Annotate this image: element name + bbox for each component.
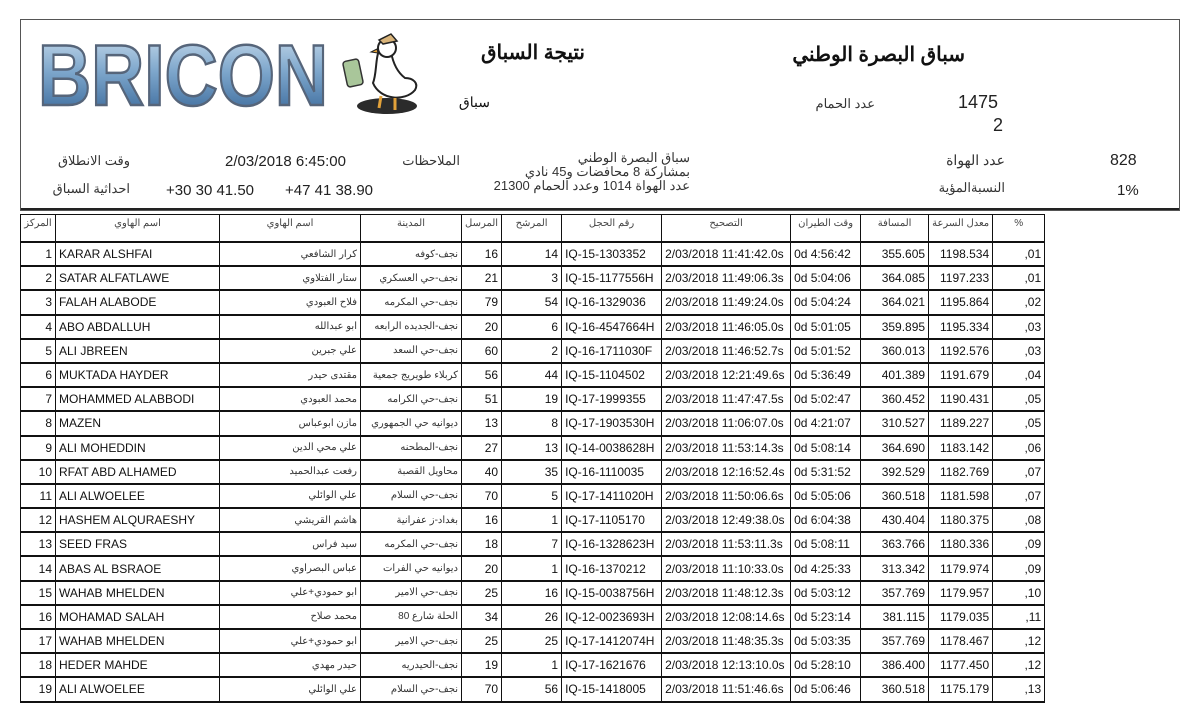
- pigeon-mascot-icon: [335, 28, 425, 116]
- cell-ring-number: IQ-17-1412074H: [562, 629, 662, 653]
- cell-percent: ,01: [993, 242, 1045, 266]
- cell-fancier-name-ar: مقتدى حيدر: [220, 363, 361, 387]
- cell-fancier-name-en: ALI ALWOELEE: [56, 677, 220, 701]
- cell-fancier-name-en: MAZEN: [56, 411, 220, 435]
- cell-flight-time: 0d 4:21:07: [791, 411, 861, 435]
- percentage-label: النسبةالمؤية: [938, 180, 1005, 195]
- cell-percent: ,05: [993, 411, 1045, 435]
- cell-ring-number: IQ-15-1104502: [562, 363, 662, 387]
- table-row: [21, 339, 1045, 363]
- cell-ring-number: IQ-17-1903530H: [562, 411, 662, 435]
- cell-nominated: 35: [502, 460, 562, 484]
- cell-speed: 1181.598: [929, 484, 993, 508]
- cell-fancier-name-en: KARAR ALSHFAI: [56, 242, 220, 266]
- cell-clock-time: 2/03/2018 11:48:12.3s: [662, 581, 791, 605]
- cell-fancier-name-en: ALI ALWOELEE: [56, 484, 220, 508]
- cell-flight-time: 0d 5:36:49: [791, 363, 861, 387]
- cell-flight-time: 0d 5:01:05: [791, 315, 861, 339]
- cell-fancier-name-en: MOHAMAD SALAH: [56, 605, 220, 629]
- cell-flight-time: 0d 5:03:35: [791, 629, 861, 653]
- cell-city: نجف-الجديده الرابعه: [361, 315, 462, 339]
- table-row: [21, 629, 1045, 653]
- start-time-label: وقت الانطلاق: [57, 153, 130, 168]
- cell-ring-number: IQ-16-4547664H: [562, 315, 662, 339]
- cell-clock-time: 2/03/2018 12:21:49.6s: [662, 363, 791, 387]
- race-coordinates-label: احداثية السباق: [52, 181, 130, 196]
- cell-clock-time: 2/03/2018 11:10:33.0s: [662, 556, 791, 580]
- table-row: [21, 484, 1045, 508]
- cell-speed: 1180.375: [929, 508, 993, 532]
- cell-speed: 1179.957: [929, 581, 993, 605]
- cell-percent: ,08: [993, 508, 1045, 532]
- cell-fancier-name-en: WAHAB MHELDEN: [56, 629, 220, 653]
- table-row: [21, 266, 1045, 290]
- col-nominated: المرشح: [502, 215, 562, 243]
- col-fancier-name-en: اسم الهاوي: [56, 215, 220, 243]
- cell-distance: 360.518: [861, 677, 929, 701]
- cell-clock-time: 2/03/2018 11:41:42.0s: [662, 242, 791, 266]
- cell-fancier-name-ar: رفعت عبدالحميد: [220, 460, 361, 484]
- cell-percent: ,04: [993, 363, 1045, 387]
- description-line: سباق البصرة الوطني: [577, 150, 690, 165]
- cell-nominated: 1: [502, 653, 562, 677]
- cell-distance: 360.452: [861, 387, 929, 411]
- cell-ring-number: IQ-15-1418005: [562, 677, 662, 701]
- cell-sent: 51: [462, 387, 502, 411]
- cell-position: 14: [21, 556, 56, 580]
- cell-speed: 1178.467: [929, 629, 993, 653]
- fanciers-count-label: عدد الهواة: [946, 152, 1005, 168]
- cell-speed: 1195.864: [929, 290, 993, 314]
- cell-ring-number: IQ-15-1303352: [562, 242, 662, 266]
- cell-ring-number: IQ-14-0038628H: [562, 436, 662, 460]
- cell-speed: 1197.233: [929, 266, 993, 290]
- cell-sent: 60: [462, 339, 502, 363]
- cell-fancier-name-ar: ابو عبدالله: [220, 315, 361, 339]
- cell-city: نجف-الحيدريه: [361, 653, 462, 677]
- cell-city: ديوانيه حي الجمهوري: [361, 411, 462, 435]
- cell-nominated: 26: [502, 605, 562, 629]
- cell-distance: 355.605: [861, 242, 929, 266]
- cell-sent: 16: [462, 508, 502, 532]
- cell-fancier-name-ar: علي الوائلي: [220, 677, 361, 701]
- cell-percent: ,03: [993, 339, 1045, 363]
- table-row: [21, 411, 1045, 435]
- table-row: [21, 315, 1045, 339]
- cell-fancier-name-ar: عباس البصراوي: [220, 556, 361, 580]
- description-line: بمشاركة 8 محافضات و45 نادي: [524, 164, 690, 179]
- cell-distance: 401.389: [861, 363, 929, 387]
- cell-nominated: 1: [502, 508, 562, 532]
- cell-clock-time: 2/03/2018 11:48:35.3s: [662, 629, 791, 653]
- cell-flight-time: 0d 5:08:11: [791, 532, 861, 556]
- cell-ring-number: IQ-17-1621676: [562, 653, 662, 677]
- start-time: 2/03/2018 6:45:00: [225, 153, 346, 170]
- cell-flight-time: 0d 5:03:12: [791, 581, 861, 605]
- cell-city: نجف-حي المكرمه: [361, 290, 462, 314]
- cell-fancier-name-ar: كرار الشافعي: [220, 242, 361, 266]
- cell-speed: 1189.227: [929, 411, 993, 435]
- col-city: المدينة: [361, 215, 462, 243]
- cell-city: كربلاء طويريج جمعية: [361, 363, 462, 387]
- cell-distance: 430.404: [861, 508, 929, 532]
- col-flight-time: وقت الطيران: [791, 215, 861, 243]
- cell-nominated: 54: [502, 290, 562, 314]
- cell-distance: 313.342: [861, 556, 929, 580]
- cell-clock-time: 2/03/2018 11:50:06.6s: [662, 484, 791, 508]
- cell-distance: 360.013: [861, 339, 929, 363]
- cell-ring-number: IQ-16-1711030F: [562, 339, 662, 363]
- cell-clock-time: 2/03/2018 11:46:52.7s: [662, 339, 791, 363]
- cell-speed: 1183.142: [929, 436, 993, 460]
- cell-position: 8: [21, 411, 56, 435]
- cell-fancier-name-ar: مازن ابوعباس: [220, 411, 361, 435]
- cell-distance: 364.690: [861, 436, 929, 460]
- cell-city: بغداد-ز عفرانية: [361, 508, 462, 532]
- table-row: [21, 581, 1045, 605]
- col-speed: معدل السرعة: [929, 215, 993, 243]
- cell-distance: 360.518: [861, 484, 929, 508]
- notes-label: الملاحظات: [402, 153, 460, 168]
- cell-percent: ,11: [993, 605, 1045, 629]
- table-row: [21, 290, 1045, 314]
- cell-clock-time: 2/03/2018 11:49:06.3s: [662, 266, 791, 290]
- table-row: [21, 556, 1045, 580]
- cell-fancier-name-ar: ابو حمودي+علي: [220, 629, 361, 653]
- cell-fancier-name-en: SEED FRAS: [56, 532, 220, 556]
- percentage-value: 1%: [1117, 182, 1139, 199]
- cell-percent: ,10: [993, 581, 1045, 605]
- results-table: [20, 214, 1045, 703]
- cell-fancier-name-en: HASHEM ALQURAESHY: [56, 508, 220, 532]
- cell-fancier-name-ar: سيد فراس: [220, 532, 361, 556]
- cell-ring-number: IQ-17-1411020H: [562, 484, 662, 508]
- cell-fancier-name-ar: محمد العبودي: [220, 387, 361, 411]
- cell-clock-time: 2/03/2018 11:47:47.5s: [662, 387, 791, 411]
- cell-sent: 25: [462, 581, 502, 605]
- cell-sent: 16: [462, 242, 502, 266]
- cell-fancier-name-ar: ستار الفتلاوي: [220, 266, 361, 290]
- cell-position: 15: [21, 581, 56, 605]
- cell-city: نجف-حي السلام: [361, 677, 462, 701]
- cell-position: 5: [21, 339, 56, 363]
- cell-sent: 56: [462, 363, 502, 387]
- cell-clock-time: 2/03/2018 11:53:11.3s: [662, 532, 791, 556]
- cell-distance: 381.115: [861, 605, 929, 629]
- cell-clock-time: 2/03/2018 12:16:52.4s: [662, 460, 791, 484]
- cell-distance: 359.895: [861, 315, 929, 339]
- cell-nominated: 25: [502, 629, 562, 653]
- cell-speed: 1177.450: [929, 653, 993, 677]
- cell-flight-time: 0d 5:04:06: [791, 266, 861, 290]
- cell-position: 11: [21, 484, 56, 508]
- cell-sent: 20: [462, 556, 502, 580]
- cell-position: 9: [21, 436, 56, 460]
- cell-distance: 386.400: [861, 653, 929, 677]
- table-row: [21, 605, 1045, 629]
- cell-ring-number: IQ-17-1999355: [562, 387, 662, 411]
- cell-clock-time: 2/03/2018 11:46:05.0s: [662, 315, 791, 339]
- cell-sent: 27: [462, 436, 502, 460]
- cell-speed: 1198.534: [929, 242, 993, 266]
- col-ring-number: رقم الحجل: [562, 215, 662, 243]
- cell-fancier-name-ar: فلاح العبودي: [220, 290, 361, 314]
- table-row: [21, 653, 1045, 677]
- cell-ring-number: IQ-16-1328623H: [562, 532, 662, 556]
- cell-clock-time: 2/03/2018 11:51:46.6s: [662, 677, 791, 701]
- cell-position: 1: [21, 242, 56, 266]
- cell-percent: ,07: [993, 484, 1045, 508]
- cell-position: 2: [21, 266, 56, 290]
- cell-flight-time: 0d 5:23:14: [791, 605, 861, 629]
- cell-flight-time: 0d 4:25:33: [791, 556, 861, 580]
- cell-fancier-name-ar: محمد صلاح: [220, 605, 361, 629]
- cell-ring-number: IQ-16-1329036: [562, 290, 662, 314]
- cell-distance: 364.021: [861, 290, 929, 314]
- table-row: [21, 677, 1045, 701]
- race-description: [470, 151, 690, 193]
- cell-fancier-name-ar: هاشم القريشي: [220, 508, 361, 532]
- cell-nominated: 44: [502, 363, 562, 387]
- cell-sent: 70: [462, 484, 502, 508]
- table-row: [21, 508, 1045, 532]
- cell-position: 17: [21, 629, 56, 653]
- cell-flight-time: 0d 5:02:47: [791, 387, 861, 411]
- cell-sent: 21: [462, 266, 502, 290]
- cell-clock-time: 2/03/2018 12:08:14.6s: [662, 605, 791, 629]
- cell-speed: 1191.679: [929, 363, 993, 387]
- fanciers-count: 828: [1110, 152, 1137, 169]
- table-row: [21, 387, 1045, 411]
- cell-sent: 13: [462, 411, 502, 435]
- cell-ring-number: IQ-15-0038756H: [562, 581, 662, 605]
- cell-ring-number: IQ-15-1177556H: [562, 266, 662, 290]
- cell-city: نجف-حي العسكري: [361, 266, 462, 290]
- table-row: [21, 532, 1045, 556]
- cell-city: نجف-حي الامير: [361, 629, 462, 653]
- cell-fancier-name-en: MOHAMMED ALABBODI: [56, 387, 220, 411]
- cell-sent: 34: [462, 605, 502, 629]
- cell-flight-time: 0d 5:04:24: [791, 290, 861, 314]
- cell-fancier-name-ar: علي جبرين: [220, 339, 361, 363]
- cell-ring-number: IQ-16-1110035: [562, 460, 662, 484]
- table-row: [21, 460, 1045, 484]
- pigeons-count: 1475: [958, 92, 999, 112]
- cell-distance: 357.769: [861, 629, 929, 653]
- cell-sent: 70: [462, 677, 502, 701]
- table-header-row: [21, 215, 1045, 243]
- cell-percent: ,01: [993, 266, 1045, 290]
- table-row: [21, 363, 1045, 387]
- cell-fancier-name-en: SATAR ALFATLAWE: [56, 266, 220, 290]
- col-distance: المسافة: [861, 215, 929, 243]
- cell-flight-time: 0d 5:28:10: [791, 653, 861, 677]
- cell-fancier-name-en: ALI JBREEN: [56, 339, 220, 363]
- cell-city: محاويل القصبة: [361, 460, 462, 484]
- cell-flight-time: 0d 5:01:52: [791, 339, 861, 363]
- cell-speed: 1180.336: [929, 532, 993, 556]
- pigeons-count-extra: 2: [993, 115, 1004, 135]
- cell-position: 3: [21, 290, 56, 314]
- cell-nominated: 56: [502, 677, 562, 701]
- cell-fancier-name-en: MUKTADA HAYDER: [56, 363, 220, 387]
- cell-fancier-name-en: WAHAB MHELDEN: [56, 581, 220, 605]
- cell-speed: 1190.431: [929, 387, 993, 411]
- cell-fancier-name-en: FALAH ALABODE: [56, 290, 220, 314]
- cell-fancier-name-ar: ابو حمودي+علي: [220, 581, 361, 605]
- cell-ring-number: IQ-12-0023693H: [562, 605, 662, 629]
- bricon-logo: [33, 28, 333, 124]
- cell-city: الحلة شارع 80: [361, 605, 462, 629]
- result-title: نتيجة السباق: [481, 42, 585, 64]
- cell-percent: ,07: [993, 460, 1045, 484]
- cell-fancier-name-en: ALI MOHEDDIN: [56, 436, 220, 460]
- cell-position: 4: [21, 315, 56, 339]
- cell-fancier-name-ar: علي الوائلي: [220, 484, 361, 508]
- cell-speed: 1192.576: [929, 339, 993, 363]
- cell-city: نجف-حي السلام: [361, 484, 462, 508]
- cell-nominated: 1: [502, 556, 562, 580]
- cell-position: 16: [21, 605, 56, 629]
- cell-percent: ,05: [993, 387, 1045, 411]
- cell-position: 12: [21, 508, 56, 532]
- cell-city: ديوانيه حي الفرات: [361, 556, 462, 580]
- cell-position: 19: [21, 677, 56, 701]
- cell-ring-number: IQ-16-1370212: [562, 556, 662, 580]
- cell-flight-time: 0d 5:08:14: [791, 436, 861, 460]
- col-fancier-name-ar: اسم الهاوي: [220, 215, 361, 243]
- cell-position: 6: [21, 363, 56, 387]
- cell-nominated: 6: [502, 315, 562, 339]
- cell-fancier-name-en: ABO ABDALLUH: [56, 315, 220, 339]
- cell-clock-time: 2/03/2018 12:49:38.0s: [662, 508, 791, 532]
- cell-percent: ,12: [993, 629, 1045, 653]
- cell-fancier-name-en: RFAT ABD ALHAMED: [56, 460, 220, 484]
- cell-speed: 1175.179: [929, 677, 993, 701]
- cell-percent: ,13: [993, 677, 1045, 701]
- cell-distance: 357.769: [861, 581, 929, 605]
- table-row: [21, 242, 1045, 266]
- coordinate-longitude: +47 41 38.90: [285, 182, 374, 199]
- cell-city: نجف-حي المكرمه: [361, 532, 462, 556]
- race-subtitle: سباق: [458, 94, 490, 110]
- cell-fancier-name-ar: علي محي الدين: [220, 436, 361, 460]
- cell-fancier-name-ar: حيدر مهدي: [220, 653, 361, 677]
- cell-flight-time: 0d 4:56:42: [791, 242, 861, 266]
- cell-nominated: 19: [502, 387, 562, 411]
- cell-flight-time: 0d 5:06:46: [791, 677, 861, 701]
- cell-nominated: 8: [502, 411, 562, 435]
- table-row: [21, 436, 1045, 460]
- cell-city: نجف-حي الامير: [361, 581, 462, 605]
- cell-distance: 363.766: [861, 532, 929, 556]
- cell-nominated: 5: [502, 484, 562, 508]
- cell-sent: 25: [462, 629, 502, 653]
- cell-fancier-name-en: ABAS AL BSRAOE: [56, 556, 220, 580]
- cell-percent: ,03: [993, 315, 1045, 339]
- col-position: المركز: [21, 215, 56, 243]
- cell-speed: 1195.334: [929, 315, 993, 339]
- cell-sent: 19: [462, 653, 502, 677]
- cell-speed: 1179.035: [929, 605, 993, 629]
- cell-sent: 79: [462, 290, 502, 314]
- cell-clock-time: 2/03/2018 11:49:24.0s: [662, 290, 791, 314]
- cell-sent: 20: [462, 315, 502, 339]
- cell-ring-number: IQ-17-1105170: [562, 508, 662, 532]
- cell-nominated: 2: [502, 339, 562, 363]
- col-clock-time: التصحيح: [662, 215, 791, 243]
- cell-position: 7: [21, 387, 56, 411]
- description-line: عدد الهواة 1014 وعدد الحمام 21300: [493, 178, 690, 193]
- cell-clock-time: 2/03/2018 12:13:10.0s: [662, 653, 791, 677]
- cell-city: نجف-كوفه: [361, 242, 462, 266]
- cell-city: نجف-حي الكرامه: [361, 387, 462, 411]
- cell-percent: ,09: [993, 532, 1045, 556]
- cell-distance: 310.527: [861, 411, 929, 435]
- cell-speed: 1182.769: [929, 460, 993, 484]
- cell-city: نجف-المطحنه: [361, 436, 462, 460]
- cell-nominated: 3: [502, 266, 562, 290]
- cell-sent: 40: [462, 460, 502, 484]
- cell-flight-time: 0d 5:31:52: [791, 460, 861, 484]
- cell-nominated: 13: [502, 436, 562, 460]
- cell-position: 18: [21, 653, 56, 677]
- cell-percent: ,02: [993, 290, 1045, 314]
- cell-nominated: 7: [502, 532, 562, 556]
- cell-flight-time: 0d 5:05:06: [791, 484, 861, 508]
- cell-position: 10: [21, 460, 56, 484]
- col-percent: %: [993, 215, 1045, 243]
- cell-percent: ,09: [993, 556, 1045, 580]
- race-name: سباق البصرة الوطني: [792, 44, 965, 66]
- pigeons-count-label: عدد الحمام: [815, 96, 875, 111]
- cell-fancier-name-en: HEDER MAHDE: [56, 653, 220, 677]
- cell-nominated: 14: [502, 242, 562, 266]
- cell-distance: 392.529: [861, 460, 929, 484]
- cell-city: نجف-حي السعد: [361, 339, 462, 363]
- col-sent: المرسل: [462, 215, 502, 243]
- cell-position: 13: [21, 532, 56, 556]
- cell-flight-time: 0d 6:04:38: [791, 508, 861, 532]
- cell-sent: 18: [462, 532, 502, 556]
- cell-distance: 364.085: [861, 266, 929, 290]
- cell-clock-time: 2/03/2018 11:53:14.3s: [662, 436, 791, 460]
- cell-percent: ,06: [993, 436, 1045, 460]
- coordinate-latitude: +30 30 41.50: [166, 182, 255, 199]
- cell-speed: 1179.974: [929, 556, 993, 580]
- cell-clock-time: 2/03/2018 11:06:07.0s: [662, 411, 791, 435]
- cell-nominated: 16: [502, 581, 562, 605]
- cell-percent: ,12: [993, 653, 1045, 677]
- logo-text: BRICON: [38, 28, 328, 124]
